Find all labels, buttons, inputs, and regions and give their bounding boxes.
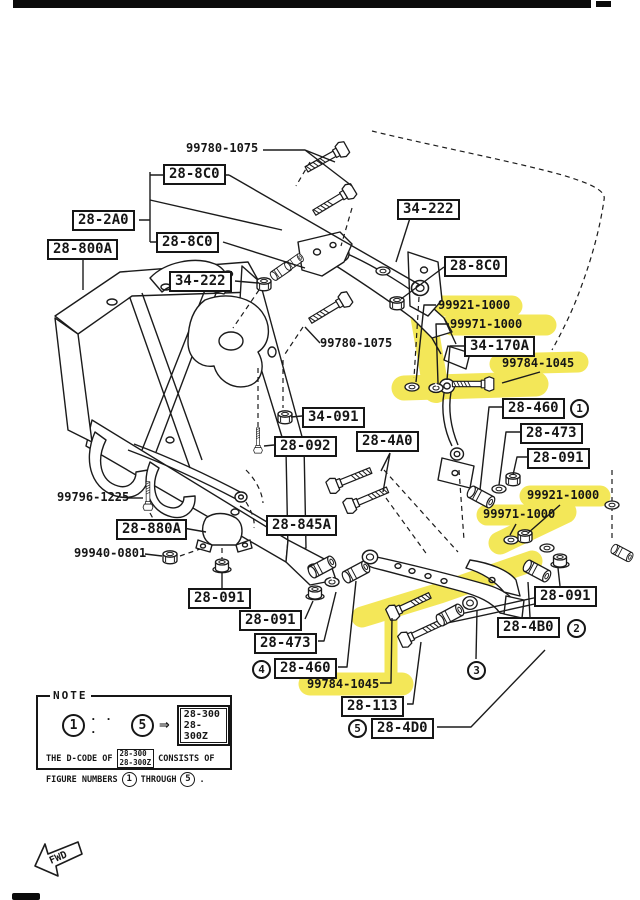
part-label-34-222-left[interactable]: 34-222: [169, 271, 232, 292]
bushing-sleeve-icon: [435, 603, 466, 627]
note-title: NOTE: [50, 689, 91, 702]
nut-icon: [163, 551, 177, 564]
note-figure-5: 5: [131, 714, 154, 737]
part-label-28-2a0[interactable]: 28-2A0: [72, 210, 135, 231]
part-number-99784-1045-lower: 99784-1045: [307, 677, 380, 691]
note-text-before: THE D-CODE OF: [46, 753, 113, 764]
washer-icon: [492, 485, 506, 493]
figure-number-3: 3: [467, 661, 486, 680]
part-number-99796-1225: 99796-1225: [57, 490, 130, 504]
note-line2-a: FIGURE NUMBERS: [46, 774, 118, 785]
part-number-99921-1000-upper: 99921-1000: [438, 298, 511, 312]
part-number-99921-1000-lower: 99921-1000: [527, 488, 600, 502]
note-box: [36, 689, 232, 785]
note-dcode-row: [46, 749, 230, 768]
part-label-28-460-bottom[interactable]: 28-460: [274, 658, 337, 679]
note-arrow-icon: ⇒: [158, 718, 170, 733]
part-label-34-170a[interactable]: 34-170A: [464, 336, 535, 357]
bolt-icon: [306, 290, 354, 327]
note-inline-code-bottom: 28-300Z: [119, 757, 152, 767]
fwd-label: FWD: [47, 849, 69, 867]
part-label-28-473-right[interactable]: 28-473: [520, 423, 583, 444]
bushing-sleeve-icon: [610, 543, 635, 562]
note-line2-b: THROUGH: [140, 774, 177, 785]
part-label-28-8c0-left[interactable]: 28-8C0: [156, 232, 219, 253]
part-label-28-8c0-right[interactable]: 28-8C0: [444, 256, 507, 277]
figure-number-5: 5: [348, 719, 367, 738]
washer-icon: [504, 536, 518, 544]
part-number-99940-0801: 99940-0801: [74, 546, 147, 560]
note-code-top: 28-300: [183, 709, 220, 720]
part-label-28-800a[interactable]: 28-800A: [47, 239, 118, 260]
part-number-99780-1075-mid: 99780-1075: [320, 336, 393, 350]
washer-icon: [540, 544, 554, 552]
part-label-28-4a0[interactable]: 28-4A0: [356, 431, 419, 452]
figure-number-1: 1: [570, 399, 589, 418]
figure-number-4: 4: [252, 660, 271, 679]
part-label-34-091[interactable]: 34-091: [302, 407, 365, 428]
part-number-99780-1075-top: 99780-1075: [186, 141, 259, 155]
washer-icon: [405, 383, 419, 391]
part-number-99971-1000-upper: 99971-1000: [450, 317, 523, 331]
bolt-icon: [254, 428, 263, 453]
bushing-icon: [463, 597, 477, 610]
part-label-28-473-bottom[interactable]: 28-473: [254, 633, 317, 654]
part-label-28-460-right[interactable]: 28-460: [502, 398, 565, 419]
nut-icon: [257, 278, 271, 291]
part-label-28-092[interactable]: 28-092: [274, 436, 337, 457]
figure-number-2: 2: [567, 619, 586, 638]
note-inline-code-top: 28-300: [119, 749, 147, 758]
washer-icon: [605, 501, 619, 509]
part-label-28-880a[interactable]: 28-880A: [116, 519, 187, 540]
note-dots: · · ·: [90, 712, 113, 739]
part-label-28-091-right-top[interactable]: 28-091: [527, 448, 590, 469]
part-label-28-091-bottom-left[interactable]: 28-091: [188, 588, 251, 609]
bushing-icon: [362, 550, 377, 564]
flange-nut-icon: [213, 559, 231, 573]
flange-nut-icon: [306, 586, 324, 600]
part-number-99784-1045-upper: 99784-1045: [502, 356, 575, 370]
part-label-28-091-right-bottom[interactable]: 28-091: [534, 586, 597, 607]
part-label-28-4b0[interactable]: 28-4B0: [497, 617, 560, 638]
bolt-icon: [310, 182, 358, 219]
part-label-34-222-right[interactable]: 34-222: [397, 199, 460, 220]
note-line2-end: .: [199, 774, 205, 785]
nut-icon: [278, 411, 292, 424]
part-label-28-845a[interactable]: 28-845A: [266, 515, 337, 536]
part-label-28-4d0[interactable]: 28-4D0: [371, 718, 434, 739]
note-text-after: CONSISTS OF: [158, 753, 215, 764]
part-number-99971-1000-lower: 99971-1000: [483, 507, 556, 521]
note-sequence-row: [62, 705, 230, 746]
washer-icon: [376, 267, 390, 275]
part-label-28-091-center-bottom[interactable]: 28-091: [239, 610, 302, 631]
flange-nut-icon: [551, 554, 569, 568]
bolt-icon: [325, 463, 374, 495]
bushing-icon: [412, 281, 429, 296]
c-washer-icon: [429, 383, 443, 392]
fwd-arrow: [35, 842, 82, 876]
note-code-box: [177, 705, 230, 746]
note-code-bottom: 28-300Z: [183, 720, 208, 742]
note-figure-1: 1: [62, 714, 85, 737]
part-label-28-8c0-top[interactable]: 28-8C0: [163, 164, 226, 185]
note-line2-figure-1: 1: [122, 772, 137, 787]
note-figures-row: [46, 772, 230, 787]
part-label-28-113[interactable]: 28-113: [341, 696, 404, 717]
note-line2-figure-5: 5: [180, 772, 195, 787]
crossmember-drawing: [55, 260, 336, 585]
hardware-parts: [143, 140, 634, 649]
c-washer-icon: [325, 577, 339, 586]
